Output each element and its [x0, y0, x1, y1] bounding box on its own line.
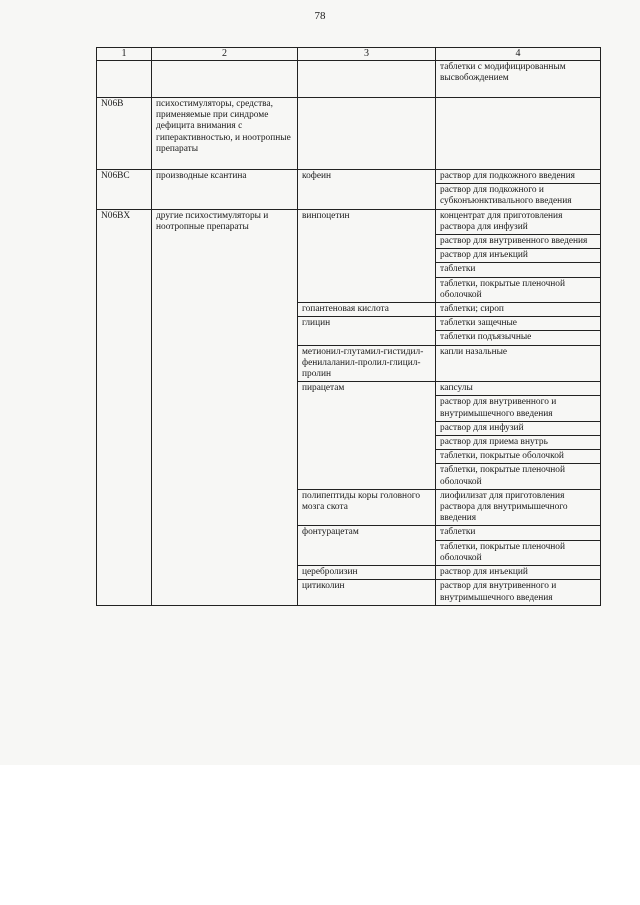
code-cell: N06B — [97, 98, 152, 170]
form-cell: раствор для инъекций — [436, 566, 601, 580]
form-cell: раствор для внутривенного введения — [436, 235, 601, 249]
form-cell: раствор для инъекций — [436, 249, 601, 263]
table-row — [97, 98, 601, 170]
drug-cell: фонтурацетам — [298, 526, 436, 566]
drug-cell: глицин — [298, 317, 436, 345]
table-row — [97, 209, 601, 234]
drug-cell — [298, 61, 436, 98]
form-cell: концентрат для приготовления раствора для инфузий — [436, 209, 601, 234]
form-cell: капли назальные — [436, 345, 601, 382]
form-cell: таблетки подъязычные — [436, 331, 601, 345]
form-cell: таблетки, покрытые оболочкой — [436, 450, 601, 464]
code-cell: N06BX — [97, 209, 152, 605]
code-cell — [97, 61, 152, 98]
drug-cell: винпоцетин — [298, 209, 436, 302]
form-cell: капсулы — [436, 382, 601, 396]
name-cell: производные ксантина — [152, 170, 298, 210]
form-cell: таблетки — [436, 526, 601, 540]
form-cell: таблетки защечные — [436, 317, 601, 331]
table-row — [97, 170, 601, 184]
code-cell: N06BC — [97, 170, 152, 210]
form-cell: раствор для внутривенного и внутримышечного введения — [436, 396, 601, 421]
drug-cell: церебролизин — [298, 566, 436, 580]
name-cell: другие психостимуляторы и ноотропные препараты — [152, 209, 298, 605]
drug-cell: кофеин — [298, 170, 436, 210]
header-col-1: 1 — [97, 48, 152, 61]
form-cell: таблетки с модифицированным высвобождением — [436, 61, 601, 98]
header-row — [97, 48, 601, 61]
drug-cell: гопантеновая кислота — [298, 303, 436, 317]
name-cell: психостимуляторы, средства, применяемые при синдроме дефицита внимания с гиперактивностью, и ноотропные препараты — [152, 98, 298, 170]
drug-cell — [298, 98, 436, 170]
name-cell — [152, 61, 298, 98]
drug-table — [96, 47, 601, 606]
header-col-3: 3 — [298, 48, 436, 61]
form-cell: раствор для подкожного введения — [436, 170, 601, 184]
form-cell: таблетки — [436, 263, 601, 277]
form-cell: раствор для приема внутрь — [436, 436, 601, 450]
form-cell: таблетки, покрытые пленочной оболочкой — [436, 464, 601, 489]
page-number: 78 — [314, 10, 326, 22]
drug-cell: метионил-глутамил-гистидил-фенилаланил-пролил-глицил-пролин — [298, 345, 436, 382]
form-cell: лиофилизат для приготовления раствора для внутримышечного введения — [436, 489, 601, 526]
form-cell: таблетки; сироп — [436, 303, 601, 317]
form-cell: раствор для подкожного и субконъюнктивального введения — [436, 184, 601, 209]
drug-cell: пирацетам — [298, 382, 436, 490]
form-cell: раствор для внутривенного и внутримышечного введения — [436, 580, 601, 605]
form-cell: таблетки, покрытые пленочной оболочкой — [436, 277, 601, 302]
drug-cell: цитиколин — [298, 580, 436, 605]
header-col-4: 4 — [436, 48, 601, 61]
table-row — [97, 61, 601, 98]
form-cell: раствор для инфузий — [436, 421, 601, 435]
drug-cell: полипептиды коры головного мозга скота — [298, 489, 436, 526]
header-col-2: 2 — [152, 48, 298, 61]
form-cell — [436, 98, 601, 170]
form-cell: таблетки, покрытые пленочной оболочкой — [436, 540, 601, 565]
